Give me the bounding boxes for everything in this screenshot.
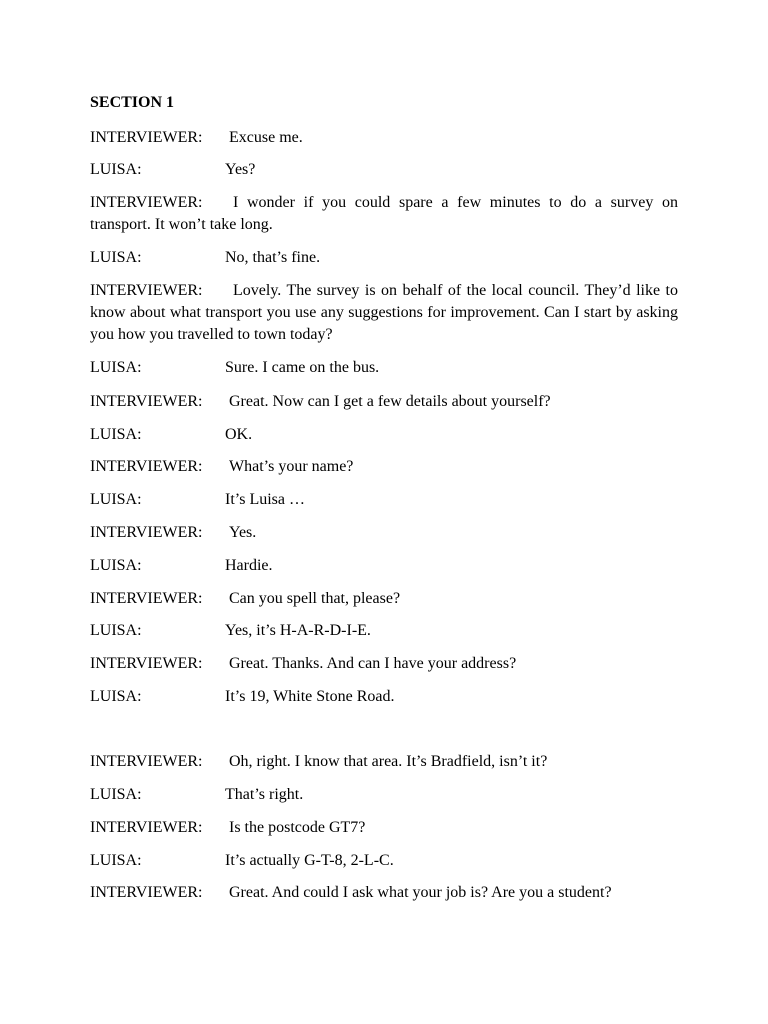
speaker-label: LUISA:	[90, 426, 142, 443]
speaker-label: INTERVIEWER:	[90, 458, 203, 475]
speech-text: Excuse me.	[229, 129, 303, 146]
speech-text: Oh, right. I know that area. It’s Bradfield, isn’t it?	[229, 753, 548, 770]
speaker-label: INTERVIEWER:	[90, 753, 203, 770]
speaker-label: LUISA:	[90, 491, 142, 508]
speaker-label: INTERVIEWER:	[90, 655, 203, 672]
speaker-label: LUISA:	[90, 786, 142, 803]
speech-text: That’s right.	[225, 786, 304, 803]
speech-text: It’s Luisa …	[225, 491, 305, 508]
speaker-label: INTERVIEWER:	[90, 129, 203, 146]
speaker-label: LUISA:	[90, 249, 142, 266]
section-title: SECTION 1	[90, 94, 175, 111]
dialogue-paragraph	[90, 280, 678, 346]
speech-text: Can you spell that, please?	[229, 590, 401, 607]
speaker-label: LUISA:	[90, 557, 142, 574]
speech-text: It’s actually G-T-8, 2-L-C.	[225, 852, 394, 869]
speech-text: Is the postcode GT7?	[229, 819, 366, 836]
speech-text: Great. Now can I get a few details about yourself?	[229, 393, 551, 410]
speaker-label: LUISA:	[90, 852, 142, 869]
speech-text: Great. Thanks. And can I have your address?	[229, 655, 517, 672]
speech-text: Lovely. The survey is on behalf of the local council. They’d like to know about what transport you use any suggestions for improvement. Can I start by asking you how you travelled to town today?	[90, 282, 678, 343]
speech-text: What’s your name?	[229, 458, 354, 475]
speech-text: No, that’s fine.	[225, 249, 321, 266]
speaker-label: INTERVIEWER:	[90, 393, 203, 410]
speaker-label: INTERVIEWER:	[90, 590, 203, 607]
speech-text: Great. And could I ask what your job is? Are you a student?	[229, 884, 612, 901]
speech-text: I wonder if you could spare a few minutes to do a survey on transport. It won’t take long.	[90, 194, 678, 233]
speaker-label: INTERVIEWER:	[90, 884, 203, 901]
speaker-label: INTERVIEWER:	[90, 819, 203, 836]
speech-text: OK.	[225, 426, 253, 443]
speaker-label: LUISA:	[90, 622, 142, 639]
speech-text: It’s 19, White Stone Road.	[225, 688, 395, 705]
speaker-label: LUISA:	[90, 688, 142, 705]
speech-text: Yes?	[225, 161, 256, 178]
speaker-label: INTERVIEWER:	[90, 524, 203, 541]
speaker-label: LUISA:	[90, 359, 142, 376]
speaker-label: INTERVIEWER:	[90, 282, 203, 299]
speech-text: Yes.	[229, 524, 257, 541]
speech-text: Yes, it’s H-A-R-D-I-E.	[225, 622, 371, 639]
speech-text: Sure. I came on the bus.	[225, 359, 380, 376]
speech-text: Hardie.	[225, 557, 273, 574]
speaker-label: LUISA:	[90, 161, 142, 178]
speaker-label: INTERVIEWER:	[90, 194, 203, 211]
dialogue-paragraph	[90, 192, 678, 236]
